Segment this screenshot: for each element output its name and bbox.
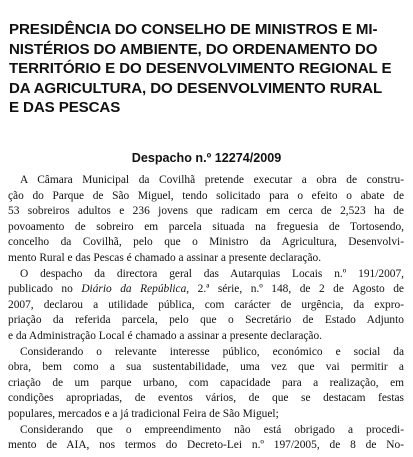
paragraph-line: 53 sobreiros adultos e 236 jovens que radicam em cerca de 2,523 ha de: [8, 205, 404, 218]
paragraph-line: mento de AIA, nos termos do Decreto-Lei n.º 197/2005, de 8 de No-: [8, 439, 404, 452]
paragraph-line: Considerando que o empreendimento não está obrigado a procedi-: [20, 423, 404, 436]
paragraph-line: Considerando o relevante interesse público, económico e social da: [20, 345, 404, 358]
paragraph-line: e da Administração Local é chamado a assinar a presente declaração.: [8, 329, 323, 342]
text-run: publicado no: [8, 283, 82, 296]
heading-line: TERRITÓRIO E DO DESENVOLVIMENTO REGIONAL E: [9, 60, 392, 77]
paragraph-line: O despacho da directora geral das Autarquias Locais n.º 191/2007,: [20, 267, 404, 280]
paragraph-line: criação de um parque urbano, com capacidade para a realização, em: [8, 376, 404, 389]
text-run: , 2.ª série, n.º 148, de 2 de Agosto de: [186, 283, 404, 296]
paragraph-line: condições apropriadas, de eventos vários, de que se destacam festas: [8, 392, 404, 405]
paragraph-line: priação da referida parcela, pelo que o Secretário de Estado Adjunto: [8, 314, 404, 327]
heading-line: DA AGRICULTURA, DO DESENVOLVIMENTO RURAL: [9, 79, 383, 97]
heading-line: NISTÉRIOS DO AMBIENTE, DO ORDENAMENTO DO: [9, 40, 378, 58]
paragraph-line: populares, mercados e a já tradicional Feira de São Miguel;: [8, 407, 279, 420]
heading-line: E DAS PESCAS: [9, 99, 121, 116]
paragraph-line: ção do Parque de São Miguel, tendo solicitado para o efeito o abate de: [8, 189, 404, 202]
paragraph-line: 2007, declarou a utilidade pública, com carácter de urgência, da expro-: [8, 298, 404, 311]
heading-line: PRESIDÊNCIA DO CONSELHO DE MINISTROS E MI-: [9, 21, 378, 38]
publication-name: Diário da República: [81, 283, 187, 296]
paragraph-line: povoamento de sobreiro em parcela situada na freguesia de Tortosendo,: [8, 220, 404, 233]
paragraph-line: concelho da Covilhã, pelo que o Ministro da Agricultura, Desenvolvi-: [8, 236, 404, 249]
paragraph-line: obra, bem como a sua sustentabilidade, uma vez que vai permitir a: [8, 361, 404, 374]
document-body: [8, 173, 404, 454]
ministry-heading: [9, 20, 402, 118]
despacho-title: Despacho n.º 12274/2009: [131, 151, 282, 165]
paragraph-line: [8, 282, 404, 298]
paragraph-line: A Câmara Municipal da Covilhã pretende executar a obra de constru-: [20, 174, 404, 186]
paragraph-line: mento Rural e das Pescas é chamado a assinar a presente declaração.: [8, 251, 322, 264]
